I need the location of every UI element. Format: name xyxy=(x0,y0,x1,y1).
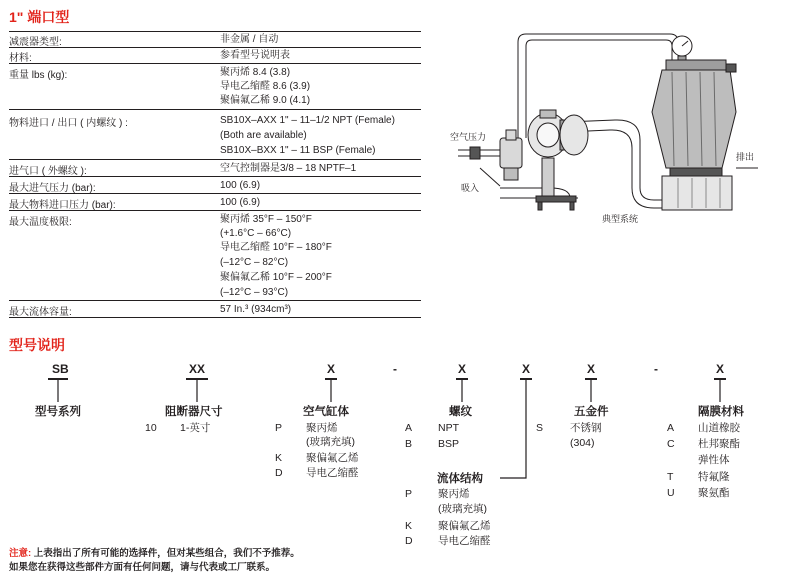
option-text: (玻璃充填) xyxy=(306,436,355,448)
spec-value-volume: 57 In.³ (934cm³) xyxy=(220,304,292,315)
option-code: P xyxy=(275,422,283,434)
option-text: 导电乙缩醛 xyxy=(306,467,359,479)
spec-label-fluid-ports: 物料进口 / 出口 ( 内螺纹 ) : xyxy=(9,118,128,129)
spec-label-temperature: 最大温度极限: xyxy=(9,217,72,228)
option-text: 聚氨酯 xyxy=(698,487,730,499)
option-code: 10 xyxy=(145,422,157,434)
spec-value-absorber-type: 非金属 / 自动 xyxy=(220,34,279,45)
note-prefix: 注意: xyxy=(9,548,32,559)
heading-size: 阻断器尺寸 xyxy=(165,406,223,418)
spec-value-weight-pvdf: 聚偏氟乙稀 9.0 (4.1) xyxy=(220,95,311,106)
code-diaphragm: X xyxy=(716,362,725,376)
code-fluid: X xyxy=(522,362,531,376)
code-dash: - xyxy=(393,362,397,376)
option-text: 特氟隆 xyxy=(698,471,730,483)
note-line-1 xyxy=(9,545,300,559)
diagram-caption: 典型系统 xyxy=(602,214,639,224)
spec-label-air-inlet: 进气口 ( 外螺纹 ): xyxy=(9,166,87,177)
option-code: K xyxy=(405,520,413,532)
spec-value-air-inlet: 空气控制器是3/8 – 18 NPTF–1 xyxy=(220,163,357,174)
note-text: 上表指出了所有可能的选择件，但对某些组合，我们不予推荐。 xyxy=(31,548,300,559)
spec-value-temp-acetal-c: (–12°C – 82°C) xyxy=(220,257,289,268)
spec-value-port-npt: SB10X–AXX 1" – 11–1/2 NPT (Female) xyxy=(220,115,395,126)
code-thread: X xyxy=(458,362,467,376)
code-series: SB xyxy=(52,362,69,376)
label-discharge: 排出 xyxy=(736,152,755,162)
option-text: 弹性体 xyxy=(698,454,730,466)
option-text: 1-英寸 xyxy=(180,422,211,434)
heading-thread: 螺纹 xyxy=(449,406,472,418)
spec-value-temp-pvdf-c: (–12°C – 93°C) xyxy=(220,287,289,298)
option-text: 聚偏氟乙烯 xyxy=(306,452,359,464)
option-text: 聚偏氟乙烯 xyxy=(438,520,491,532)
spec-label-volume: 最大流体容量: xyxy=(9,307,72,318)
label-air-pressure: 空气压力 xyxy=(450,132,487,142)
spec-label-absorber-type: 减震器类型: xyxy=(9,37,62,48)
option-text: 杜邦聚酯 xyxy=(698,438,740,450)
code-size: XX xyxy=(189,362,206,376)
code-hardware: X xyxy=(587,362,596,376)
spec-label-material: 材料: xyxy=(9,53,32,64)
spec-value-weight-pp: 聚丙烯 8.4 (3.8) xyxy=(220,67,291,78)
option-text: (玻璃充填) xyxy=(438,503,487,515)
note-line-2: 如果您在获得这些部件方面有任何问题，请与代表或工厂联系。 xyxy=(9,562,276,573)
option-text: 导电乙缩醛 xyxy=(438,535,491,547)
code-air-chamber: X xyxy=(327,362,336,376)
option-code: A xyxy=(667,422,675,434)
spec-value-temp-pp-c: (+1.6°C – 66°C) xyxy=(220,228,292,239)
heading-series: 型号系列 xyxy=(35,406,81,418)
option-code: U xyxy=(667,487,675,499)
code-dash: - xyxy=(654,362,658,376)
option-code: P xyxy=(405,488,413,500)
option-code: C xyxy=(667,438,675,450)
option-text: 聚丙烯 xyxy=(306,422,338,434)
spec-value-temp-acetal: 导电乙缩醛 10°F – 180°F xyxy=(220,242,332,253)
option-text: NPT xyxy=(438,422,459,434)
spec-value-temp-pp: 聚丙烯 35°F – 150°F xyxy=(220,214,312,225)
option-text: 不锈钢 xyxy=(570,422,602,434)
model-section-title: 型号说明 xyxy=(9,337,65,353)
heading-hardware: 五金件 xyxy=(574,406,609,418)
option-code: A xyxy=(405,422,413,434)
port-section-title: 1" 端口型 xyxy=(9,9,70,25)
option-code: D xyxy=(405,535,413,547)
option-text: (304) xyxy=(570,437,595,449)
spec-label-weight: 重量 lbs (kg): xyxy=(9,70,68,81)
spec-value-max-fluid-pressure: 100 (6.9) xyxy=(220,197,261,208)
option-text: 聚丙烯 xyxy=(438,488,470,500)
spec-value-max-air-pressure: 100 (6.9) xyxy=(220,180,261,191)
spec-value-material: 参看型号说明表 xyxy=(220,50,290,61)
label-suction: 吸入 xyxy=(461,183,480,193)
option-code: T xyxy=(667,471,674,483)
heading-diaphragm: 隔膜材料 xyxy=(698,406,744,418)
spec-value-port-bsp: SB10X–BXX 1" – 11 BSP (Female) xyxy=(220,145,376,156)
option-text: BSP xyxy=(438,438,460,450)
heading-air-chamber: 空气缸体 xyxy=(303,406,349,418)
spec-value-weight-acetal: 导电乙缩醛 8.6 (3.9) xyxy=(220,81,311,92)
spec-value-temp-pvdf: 聚偏氟乙稀 10°F – 200°F xyxy=(220,272,332,283)
option-code: D xyxy=(275,467,283,479)
spec-label-max-fluid-pressure: 最大物料进口压力 (bar): xyxy=(9,200,116,211)
option-code: K xyxy=(275,452,283,464)
option-code: B xyxy=(405,438,413,450)
spec-value-port-note: (Both are available) xyxy=(220,130,307,141)
option-code: S xyxy=(536,422,544,434)
option-text: 山道橡胶 xyxy=(698,422,740,434)
heading-fluid: 流体结构 xyxy=(437,473,483,485)
spec-label-max-air-pressure: 最大进气压力 (bar): xyxy=(9,183,96,194)
